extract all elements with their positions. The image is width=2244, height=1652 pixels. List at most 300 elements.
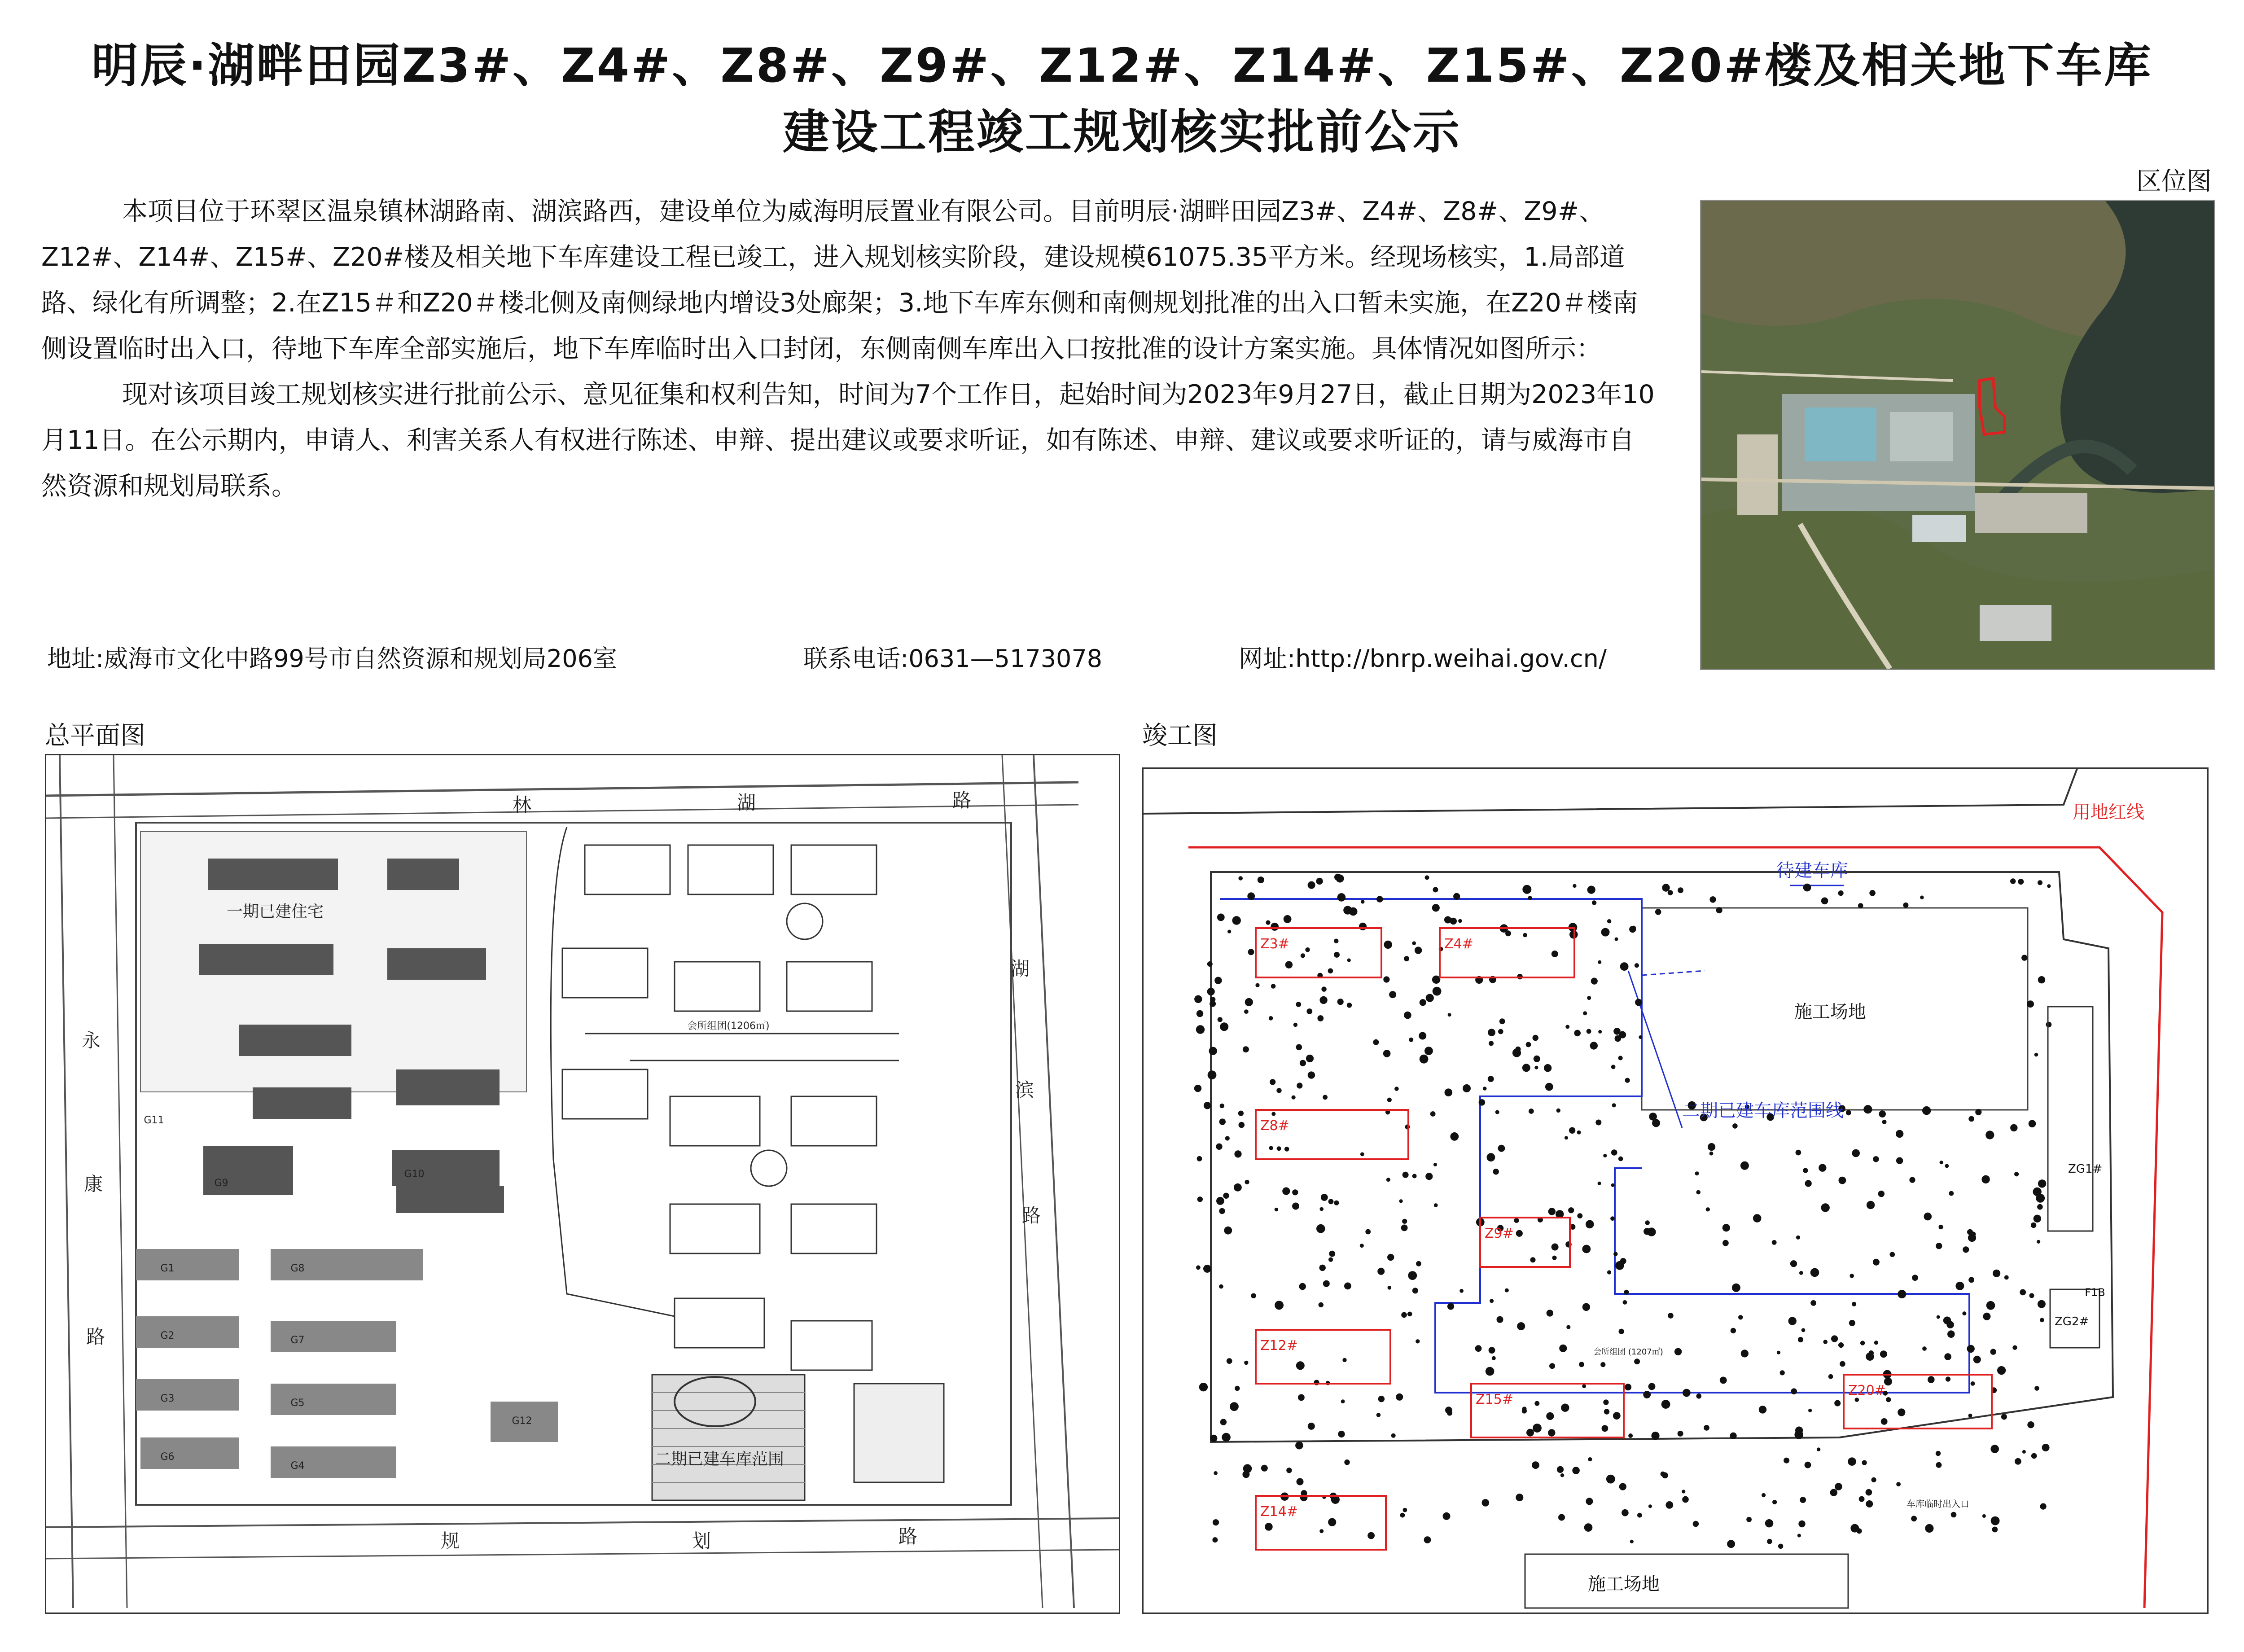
tree-dot <box>1230 1402 1239 1411</box>
tree-dot <box>1242 1471 1249 1478</box>
tree-dot <box>1556 1109 1560 1113</box>
tree-dot <box>1197 1010 1203 1017</box>
tree-dot <box>1661 1472 1665 1477</box>
tree-dot <box>1275 1208 1278 1211</box>
tree-dot <box>1805 1180 1812 1187</box>
tree-dot <box>1949 1191 1954 1196</box>
tree-dot <box>1402 1172 1409 1178</box>
tree-dot <box>1993 1270 2000 1277</box>
tree-dot <box>1505 930 1511 936</box>
tree-dot <box>1419 1032 1426 1040</box>
tree-dot <box>1566 1325 1570 1329</box>
tree-dot <box>1708 1143 1715 1151</box>
tree-dot <box>2018 879 2024 885</box>
master-plan-svg <box>46 755 1119 1613</box>
red-line-label: 用地红线 <box>2073 802 2144 823</box>
tree-dot <box>1389 991 1396 998</box>
tree-dot <box>1269 1146 1273 1150</box>
master-plan-drawing <box>45 754 1120 1614</box>
tree-dot <box>2034 1386 2039 1391</box>
building-label-z15: Z15# <box>1476 1392 1513 1407</box>
tree-dot <box>1292 1203 1299 1210</box>
tree-dot <box>1643 1391 1651 1398</box>
tree-dot <box>1849 1320 1855 1326</box>
tree-dot <box>1848 1457 1856 1466</box>
tree-dot <box>1235 1386 1240 1391</box>
tree-dot <box>1709 896 1716 903</box>
tree-dot <box>2021 955 2027 960</box>
tree-dot <box>1639 1035 1642 1039</box>
tree-dot <box>2034 1215 2041 1223</box>
tree-dot <box>1798 1521 1805 1527</box>
tree-dot <box>1383 976 1389 982</box>
tree-dot <box>2004 1275 2009 1280</box>
tree-dot <box>1220 1419 1227 1425</box>
tree-dot <box>1495 1110 1499 1114</box>
tree-dot <box>1630 1540 1634 1543</box>
tree-dot <box>1730 1433 1737 1439</box>
tree-dot <box>1377 1268 1385 1275</box>
tree-dot <box>1316 878 1323 885</box>
tree-dot <box>1968 1414 1972 1418</box>
road-east-1: 湖 <box>1010 958 1030 980</box>
tree-dot <box>1738 1315 1743 1319</box>
tree-dot <box>1857 1528 1862 1534</box>
tree-dot <box>1258 876 1264 883</box>
tree-dot <box>1323 1280 1330 1287</box>
tree-dot <box>1791 1388 1797 1394</box>
tree-dot <box>1517 1322 1525 1330</box>
tree-dot <box>1204 1102 1211 1109</box>
tree-dot <box>1266 920 1270 925</box>
tree-dot <box>1296 1044 1302 1051</box>
building-label-z14: Z14# <box>1260 1504 1298 1520</box>
tree-dot <box>1334 939 1338 943</box>
tree-dot <box>1878 1191 1885 1197</box>
tree-dot <box>1880 1350 1887 1358</box>
contact-phone: 联系电话:0631—5173078 <box>803 644 1103 673</box>
tree-dot <box>1514 1218 1519 1223</box>
tree-dot <box>1912 1275 1918 1281</box>
block-label: G6 <box>160 1451 175 1463</box>
tree-dot <box>1248 949 1254 955</box>
tree-dot <box>1361 900 1364 903</box>
tree-dot <box>1951 1512 1957 1518</box>
tree-dot <box>1922 1346 1927 1351</box>
tree-dot <box>1683 1389 1691 1397</box>
tree-dot <box>1661 1400 1670 1409</box>
tree-dot <box>1587 886 1595 894</box>
tree-dot <box>1292 1189 1298 1195</box>
tree-dot <box>1227 1358 1232 1364</box>
site-label: 施工场地 <box>1794 1002 1866 1022</box>
tree-dot <box>1334 952 1340 958</box>
tree-dot <box>1623 1300 1627 1305</box>
block-label: G5 <box>290 1398 305 1409</box>
tree-dot <box>1271 1112 1275 1116</box>
tree-dot <box>1321 1194 1328 1201</box>
tree-dot <box>1225 1136 1230 1140</box>
tree-dot <box>2012 1345 2017 1350</box>
tree-dot <box>1219 1284 1223 1289</box>
tree-dot <box>1445 1407 1452 1414</box>
tree-dot <box>1433 887 1438 892</box>
tree-dot <box>1412 1174 1417 1179</box>
tree-dot <box>1284 1147 1289 1152</box>
tree-dot <box>1526 1429 1534 1437</box>
road-north-2: 湖 <box>736 792 756 814</box>
tree-dot <box>1780 1370 1785 1375</box>
tree-dot <box>1805 1462 1811 1468</box>
tree-dot <box>1696 1190 1701 1195</box>
block-label: G3 <box>160 1393 175 1404</box>
tree-dot <box>1409 1038 1413 1042</box>
tree-dot <box>2022 1450 2026 1454</box>
tree-dot <box>1394 1087 1399 1091</box>
tree-dot <box>1528 896 1532 900</box>
location-map-label: 区位图 <box>2136 167 2212 196</box>
tree-dot <box>1286 1468 1292 1473</box>
tree-dot <box>1560 1473 1564 1477</box>
tree-dot <box>1300 1060 1306 1066</box>
side-label: F1B <box>2085 1286 2105 1299</box>
road-north-1: 林 <box>512 794 532 816</box>
tree-dot <box>1568 1207 1574 1213</box>
tree-dot <box>1798 1337 1803 1342</box>
tree-dot <box>1213 1519 1219 1525</box>
tree-dot <box>1559 1345 1567 1352</box>
tree-dot <box>1341 1399 1345 1403</box>
road-west-2: 康 <box>83 1173 103 1195</box>
tree-dot <box>1973 1356 1981 1363</box>
tree-dot <box>1329 1251 1335 1257</box>
tree-dot <box>1863 1105 1872 1113</box>
tree-dot <box>1945 1164 1949 1168</box>
tree-dot <box>1924 1213 1932 1221</box>
tree-dot <box>1403 1508 1407 1512</box>
tree-dot <box>1533 1035 1538 1041</box>
tree-dot <box>1529 1109 1534 1114</box>
tree-dot <box>1647 1227 1656 1236</box>
tree-dot <box>1577 1213 1582 1218</box>
tree-dot <box>1305 947 1310 952</box>
tree-dot <box>1828 1374 1833 1379</box>
tree-dot <box>1600 1362 1605 1367</box>
tree-dot <box>1493 1169 1499 1174</box>
tree-dot <box>1399 1199 1403 1203</box>
tree-dot <box>1839 1177 1846 1184</box>
tree-dot <box>1227 930 1231 933</box>
tree-dot <box>1611 1183 1615 1187</box>
tree-dot <box>2034 1053 2038 1057</box>
tree-dot <box>1216 1197 1224 1205</box>
contact-website[interactable]: 网址:http://bnrp.weihai.gov.cn/ <box>1239 644 1607 673</box>
building-label-z8: Z8# <box>1260 1118 1289 1134</box>
tree-dot <box>1577 1131 1581 1135</box>
tree-dot <box>1489 1041 1494 1046</box>
tree-dot <box>1879 1110 1886 1117</box>
tree-dot <box>1319 1529 1324 1533</box>
tree-dot <box>1620 962 1629 971</box>
tree-dot <box>2010 878 2016 884</box>
tree-dot <box>1319 1265 1326 1271</box>
block-label: G10 <box>404 1169 425 1180</box>
site-label: 施工场地 <box>1588 1574 1660 1595</box>
tree-dot <box>1655 909 1661 915</box>
block-label: G4 <box>290 1460 305 1472</box>
tree-dot <box>1458 919 1462 923</box>
tree-dot <box>1866 1500 1873 1507</box>
tree-dot <box>1790 1260 1797 1267</box>
tree-dot <box>1620 1258 1626 1264</box>
tree-dot <box>1583 1011 1587 1015</box>
tree-dot <box>1898 1408 1905 1416</box>
tree-dot <box>1944 1353 1951 1360</box>
tree-dot <box>1220 1022 1228 1031</box>
tree-dot <box>1821 1203 1830 1212</box>
tree-dot <box>1224 1227 1232 1235</box>
block-label: G1 <box>160 1263 175 1274</box>
tree-dot <box>1271 984 1276 989</box>
tree-dot <box>1212 1537 1218 1542</box>
tree-dot <box>2033 1188 2042 1196</box>
tree-dot <box>1334 1201 1339 1205</box>
tree-dot <box>1731 1328 1736 1333</box>
tree-dot <box>1342 1358 1346 1362</box>
tree-dot <box>1898 1290 1906 1298</box>
tree-dot <box>1903 903 1908 908</box>
tree-dot <box>1404 956 1409 961</box>
tree-dot <box>1321 986 1326 991</box>
aerial-image <box>1701 201 2214 669</box>
tree-dot <box>1582 1384 1586 1388</box>
tree-dot <box>1598 1182 1601 1185</box>
tree-dot <box>1400 1513 1405 1518</box>
tree-dot <box>1963 1246 1969 1253</box>
tree-dot <box>1549 1363 1555 1369</box>
tree-dot <box>1678 887 1683 893</box>
tree-dot <box>1615 1035 1622 1042</box>
block-label: G2 <box>160 1330 175 1341</box>
tree-dot <box>2040 1503 2047 1510</box>
tree-dot <box>1347 959 1351 962</box>
tree-dot <box>1434 1203 1438 1207</box>
tree-dot <box>1297 1478 1304 1485</box>
tree-dot <box>1207 988 1215 995</box>
tree-dot <box>1936 1451 1941 1456</box>
tree-dot <box>1444 916 1451 924</box>
tree-dot <box>1552 1244 1559 1251</box>
road-south-1: 规 <box>440 1530 460 1552</box>
tree-dot <box>1328 1258 1333 1262</box>
tree-dot <box>1328 1199 1334 1204</box>
tree-dot <box>1383 1050 1391 1057</box>
tree-dot <box>1866 1489 1872 1496</box>
tree-dot <box>1582 1303 1590 1311</box>
tree-dot <box>1928 1376 1935 1383</box>
tree-dot <box>1873 1156 1879 1162</box>
tree-dot <box>1533 1424 1542 1433</box>
tree-dot <box>1911 1516 1917 1521</box>
tree-dot <box>1604 1409 1609 1414</box>
tree-dot <box>1943 1317 1951 1324</box>
tree-dot <box>1234 1150 1241 1157</box>
tree-dot <box>1534 1056 1540 1062</box>
tree-dot <box>1546 1412 1554 1420</box>
tree-dot <box>1859 1496 1865 1502</box>
tree-dot <box>1276 1088 1281 1093</box>
tree-dot <box>1255 983 1259 987</box>
tree-dot <box>1196 1025 1205 1034</box>
tree-dot <box>1210 1001 1216 1007</box>
tree-dot <box>1522 1064 1530 1072</box>
tree-dot <box>1598 960 1601 964</box>
tree-dot <box>1619 1329 1624 1334</box>
tree-dot <box>1194 1085 1201 1092</box>
tree-dot <box>1852 1149 1860 1157</box>
tree-dot <box>1896 1482 1901 1486</box>
tree-dot <box>2047 884 2051 888</box>
tree-dot <box>1753 1214 1762 1223</box>
tree-dot <box>1862 1460 1867 1465</box>
tree-dot <box>1197 1196 1203 1202</box>
tree-dot <box>1319 1302 1324 1307</box>
tree-dot <box>1909 1177 1915 1183</box>
tree-dot <box>1590 1042 1598 1049</box>
tree-dot <box>1603 1399 1608 1405</box>
tree-dot <box>1214 977 1222 984</box>
tree-dot <box>1244 1361 1248 1365</box>
page-title-line1: 明辰·湖畔田园Z3#、Z4#、Z8#、Z9#、Z12#、Z14#、Z15#、Z20#楼及相关地下车库 <box>91 38 2153 93</box>
master-plan-label: 总平面图 <box>45 721 145 750</box>
tree-dot <box>1238 876 1243 881</box>
tree-dot <box>1595 1120 1601 1126</box>
tree-dot <box>1967 1345 1975 1353</box>
tree-dot <box>1328 968 1333 974</box>
tree-dot <box>1962 1311 1966 1315</box>
tree-dot <box>1475 1345 1482 1352</box>
tree-dot <box>1499 1018 1505 1024</box>
tree-dot <box>1834 1400 1841 1407</box>
tree-dot <box>1557 1466 1564 1473</box>
tree-dot <box>1588 1457 1592 1461</box>
tree-dot <box>1407 1312 1412 1317</box>
tree-dot <box>2029 1293 2034 1298</box>
building-label-zg1: ZG1# <box>2068 1162 2103 1176</box>
tree-dot <box>1986 1301 1995 1310</box>
tree-dot <box>1298 1394 1305 1401</box>
tree-dot <box>1808 1409 1812 1412</box>
tree-dot <box>1488 1029 1495 1036</box>
tree-dot <box>1882 1120 1887 1124</box>
tree-dot <box>1532 1461 1539 1469</box>
tree-dot <box>1306 1008 1312 1014</box>
tree-dot <box>1799 1271 1803 1275</box>
tree-dot <box>1592 900 1596 905</box>
tree-dot <box>1412 1288 1418 1293</box>
tree-dot <box>2015 1458 2021 1465</box>
tree-dot <box>1293 1023 1297 1027</box>
tree-dot <box>1668 890 1673 895</box>
tree-dot <box>1412 941 1416 945</box>
tree-dot <box>1316 1224 1325 1233</box>
tree-dot <box>1866 1353 1874 1361</box>
tree-dot <box>1925 1524 1933 1533</box>
tree-dot <box>1788 1317 1797 1325</box>
tree-dot <box>1613 1412 1621 1420</box>
tree-dot <box>1579 1362 1584 1367</box>
tree-dot <box>1376 896 1383 903</box>
tree-dot <box>1433 987 1442 996</box>
tree-dot <box>1871 1477 1876 1482</box>
tree-dot <box>1251 1293 1256 1298</box>
tree-dot <box>1534 1401 1539 1406</box>
tree-dot <box>1823 1340 1828 1344</box>
tree-dot <box>1552 1256 1556 1260</box>
tree-dot <box>1821 898 1828 905</box>
tree-dot <box>1706 1207 1710 1211</box>
page-title-line2: 建设工程竣工规划核实批前公示 <box>782 105 1461 159</box>
tree-dot <box>1587 1029 1591 1034</box>
tree-dot <box>1544 1064 1552 1072</box>
tree-dot <box>1447 1303 1454 1310</box>
tree-dot <box>1613 1028 1621 1035</box>
location-aerial-map <box>1700 200 2215 670</box>
tree-dot <box>2038 1179 2046 1188</box>
tree-dot <box>1416 1261 1421 1266</box>
tree-dot <box>1695 1171 1699 1175</box>
tree-dot <box>1645 1220 1650 1225</box>
tree-dot <box>1874 1341 1878 1345</box>
tree-dot <box>1569 1127 1575 1134</box>
tree-dot <box>2014 1172 2019 1176</box>
tree-dot <box>1991 1516 2000 1525</box>
tree-dot <box>1284 915 1292 923</box>
tree-dot <box>1803 1168 1808 1173</box>
contact-address: 地址:威海市文化中路99号市自然资源和规划局206室 <box>47 644 617 673</box>
description-para2: 现对该项目竣工规划核实进行批前公示、意见征集和权利告知，时间为7个工作日，起始时间为2023年9月27日，截止日期为2023年10月11日。在公示期内，申请人、利害关系人有权进行陈述、申辩、提出建议或要求听证，如有陈述、申辩、建议或要求听证的，请与威海市自然资源和规划局联系。 <box>41 380 1655 501</box>
tree-dot <box>2042 1444 2050 1451</box>
tree-dot <box>1936 1243 1942 1249</box>
tree-dot <box>1881 1418 1888 1425</box>
tree-dot <box>1548 1429 1555 1436</box>
tree-dot <box>1796 1236 1800 1240</box>
tree-dot <box>1682 1490 1685 1493</box>
tree-dot <box>1401 1225 1408 1231</box>
tree-dot <box>1489 1347 1495 1354</box>
tree-dot <box>1416 1339 1420 1343</box>
tree-dot <box>1990 1349 1996 1354</box>
tree-dot <box>1682 1496 1689 1503</box>
tree-dot <box>1607 1270 1611 1274</box>
tree-dot <box>1218 1017 1223 1022</box>
tree-dot <box>1777 1351 1780 1354</box>
tree-dot <box>1347 1003 1352 1008</box>
tree-dot <box>2038 1300 2046 1308</box>
tree-dot <box>1665 1501 1673 1509</box>
tree-dot <box>1453 893 1460 900</box>
tree-dot <box>1947 1330 1955 1338</box>
tree-dot <box>1772 1500 1777 1504</box>
block-label: G9 <box>214 1178 228 1189</box>
tree-dot <box>1387 1098 1392 1102</box>
tree-dot <box>1344 1459 1350 1465</box>
tree-dot <box>1662 884 1670 891</box>
road-west-3: 路 <box>86 1326 105 1348</box>
tree-dot <box>2001 1414 2007 1420</box>
tree-dot <box>1838 890 1844 896</box>
tree-dot <box>1487 1153 1495 1161</box>
